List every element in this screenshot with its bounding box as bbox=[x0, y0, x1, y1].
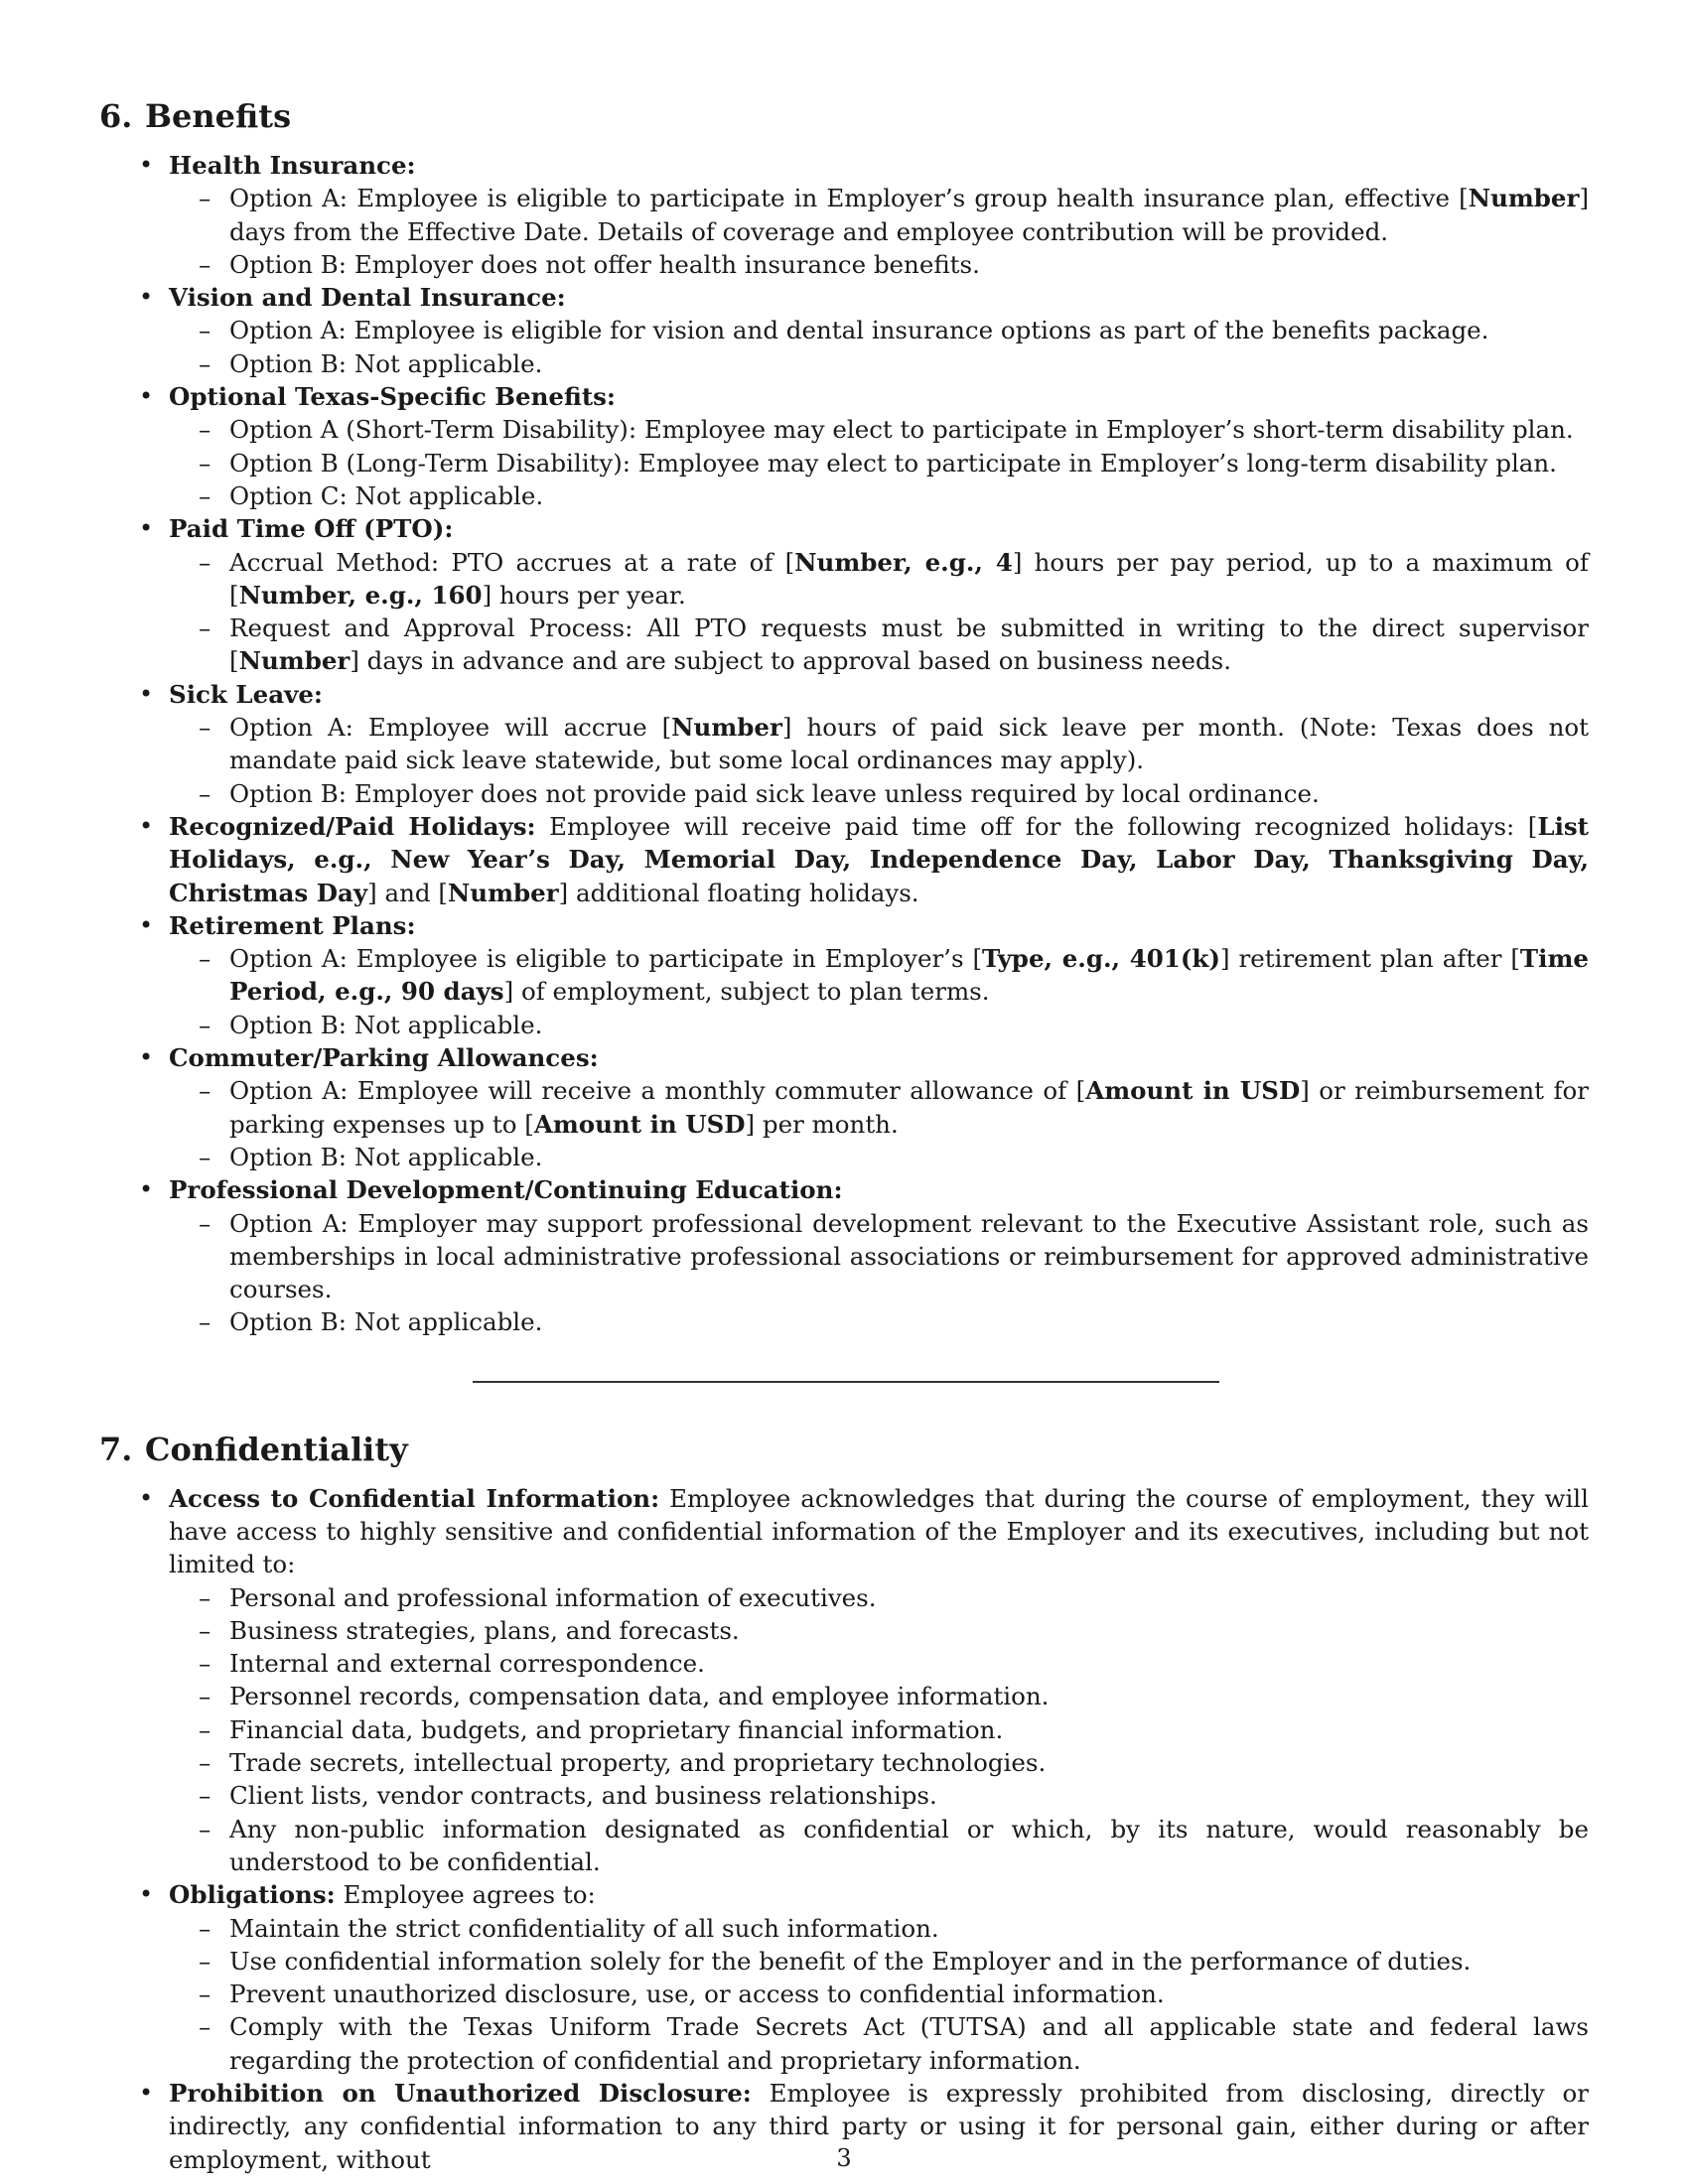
benefit-text: ] additional floating holidays. bbox=[558, 878, 919, 907]
list-item: – Maintain the strict confidentiality of all such information. bbox=[169, 1912, 1589, 1945]
option-item: – Option C: Not applicable. bbox=[169, 479, 1589, 512]
confidentiality-list bbox=[99, 1482, 1589, 2176]
benefit-label: Recognized/Paid Holidays: bbox=[169, 811, 536, 841]
benefit-label: Professional Development/Continuing Education: bbox=[169, 1175, 843, 1205]
placeholder-field: Number bbox=[238, 646, 351, 676]
option-text: ] per month. bbox=[745, 1109, 899, 1139]
placeholder-field: Type, e.g., 401(k) bbox=[982, 944, 1220, 974]
benefit-label: Optional Texas-Specific Benefits: bbox=[169, 382, 616, 412]
list-item: – Business strategies, plans, and forecasts. bbox=[169, 1614, 1589, 1647]
benefit-label: Paid Time Off (PTO): bbox=[169, 514, 454, 544]
page-number: 3 bbox=[836, 2144, 852, 2172]
option-list bbox=[169, 413, 1589, 512]
list-item: – Client lists, vendor contracts, and business relationships. bbox=[169, 1779, 1589, 1812]
option-list bbox=[169, 546, 1589, 678]
section-title: Benefits bbox=[145, 97, 292, 135]
benefit-pto bbox=[99, 512, 1589, 677]
option-text: Option A: Employee is eligible to participate in Employer’s group health insurance plan, effective [ bbox=[229, 184, 1469, 213]
option-item: – Option B: Employer does not provide paid sick leave unless required by local ordinance. bbox=[169, 777, 1589, 810]
list-item: – Personal and professional information of executives. bbox=[169, 1581, 1589, 1614]
option-text: ] hours per pay period, up to a maximum of [ bbox=[229, 547, 1589, 610]
benefits-list bbox=[99, 149, 1589, 1339]
option-text: Request and Approval Process: All PTO requests must be submitted in writing to the direct supervisor [ bbox=[229, 614, 1589, 676]
list-item: – Prevent unauthorized disclosure, use, or access to confidential information. bbox=[169, 1978, 1589, 2010]
option-text: Option A: Employee will receive a monthly commuter allowance of [ bbox=[229, 1076, 1086, 1106]
benefit-label: Sick Leave: bbox=[169, 679, 323, 709]
option-list bbox=[169, 182, 1589, 281]
list-item: – Comply with the Texas Uniform Trade Secrets Act (TUTSA) and all applicable state and federal laws regarding the protection of confidential and proprietary information. bbox=[169, 2010, 1589, 2077]
placeholder-field: Number bbox=[447, 878, 559, 907]
placeholder-field: Amount in USD bbox=[533, 1109, 746, 1139]
benefit-commuter bbox=[99, 1041, 1589, 1173]
clause-text: Employee acknowledges that during the course of employment, they will have access to highly sensitive and confidential information of the Employer and its executives, including but not limited to: bbox=[169, 1483, 1589, 1579]
option-item bbox=[169, 942, 1589, 1009]
option-text: Accrual Method: PTO accrues at a rate of [ bbox=[229, 547, 795, 577]
placeholder-field: Number, e.g., 4 bbox=[794, 547, 1013, 577]
list-item: – Any non-public information designated as confidential or which, by its nature, would reasonably be understood to be confidential. bbox=[169, 1813, 1589, 1879]
benefit-label: Commuter/Parking Allowances: bbox=[169, 1043, 599, 1073]
obligation-items bbox=[169, 1912, 1589, 2077]
section-divider bbox=[473, 1381, 1219, 1383]
option-text: Option A: Employee will accrue [ bbox=[229, 713, 672, 743]
option-item: – Option B (Long-Term Disability): Employee may elect to participate in Employer’s long-term disability plan. bbox=[169, 447, 1589, 479]
benefit-professional-development bbox=[99, 1173, 1589, 1338]
placeholder-field: List Holidays, e.g., New Year’s Day, Memorial Day, Independence Day, Labor Day, Thanksgiving Day, Christmas Day bbox=[169, 811, 1590, 907]
benefit-label: Health Insurance: bbox=[169, 151, 416, 180]
list-item: – Internal and external correspondence. bbox=[169, 1647, 1589, 1680]
placeholder-field: Number bbox=[1468, 184, 1580, 213]
clause-label: Prohibition on Unauthorized Disclosure: bbox=[169, 2079, 752, 2109]
option-list bbox=[169, 942, 1589, 1041]
option-item: – Option B: Not applicable. bbox=[169, 1009, 1589, 1041]
page-content bbox=[99, 95, 1589, 2176]
option-item: – Option A (Short-Term Disability): Employee may elect to participate in Employer’s short-term disability plan. bbox=[169, 413, 1589, 446]
option-item bbox=[169, 182, 1589, 248]
option-list bbox=[169, 314, 1589, 380]
option-item: – Option A: Employee is eligible for vision and dental insurance options as part of the benefits package. bbox=[169, 314, 1589, 346]
section-title: Confidentiality bbox=[145, 1430, 408, 1468]
option-item bbox=[169, 546, 1589, 613]
benefit-retirement bbox=[99, 909, 1589, 1041]
option-item: – Option A: Employer may support professional development relevant to the Executive Assistant role, such as memberships in local administrative professional associations or reimbursement for approved administrative courses. bbox=[169, 1207, 1589, 1306]
section-heading-benefits bbox=[99, 95, 1589, 137]
benefit-health-insurance bbox=[99, 149, 1589, 281]
clause-obligations bbox=[99, 1878, 1589, 2077]
clause-label: Access to Confidential Information: bbox=[169, 1483, 660, 1513]
placeholder-field: Number bbox=[671, 713, 782, 743]
option-text: ] hours per year. bbox=[482, 580, 686, 610]
benefit-label: Vision and Dental Insurance: bbox=[169, 283, 566, 313]
option-item bbox=[169, 711, 1589, 777]
clause-text: Employee agrees to: bbox=[335, 1880, 596, 1910]
option-item: – Option B: Employer does not offer health insurance benefits. bbox=[169, 248, 1589, 281]
option-item bbox=[169, 612, 1589, 678]
clause-access bbox=[99, 1482, 1589, 1879]
benefit-label: Retirement Plans: bbox=[169, 910, 416, 940]
list-item: – Financial data, budgets, and proprietary financial information. bbox=[169, 1713, 1589, 1746]
option-list bbox=[169, 711, 1589, 810]
option-text: ] days in advance and are subject to approval based on business needs. bbox=[350, 646, 1231, 676]
option-text: ] days from the Effective Date. Details of coverage and employee contribution will be provided. bbox=[229, 184, 1589, 246]
option-list bbox=[169, 1207, 1589, 1339]
list-item: – Trade secrets, intellectual property, and proprietary technologies. bbox=[169, 1746, 1589, 1779]
list-item: – Personnel records, compensation data, and employee information. bbox=[169, 1680, 1589, 1712]
clause-text: Employee is expressly prohibited from disclosing, directly or indirectly, any confidential information to any third party or using it for personal gain, either during or after employment, without bbox=[169, 2079, 1589, 2174]
option-text: ] retirement plan after [ bbox=[1220, 944, 1520, 974]
option-text: ] hours of paid sick leave per month. (Note: Texas does not mandate paid sick leave statewide, but some local ordinances may apply). bbox=[229, 713, 1590, 775]
placeholder-field: Number, e.g., 160 bbox=[238, 580, 483, 610]
benefit-sick-leave bbox=[99, 678, 1589, 810]
list-item: – Use confidential information solely for the benefit of the Employer and in the performance of duties. bbox=[169, 1945, 1589, 1978]
option-item: – Option B: Not applicable. bbox=[169, 1141, 1589, 1173]
access-items bbox=[169, 1581, 1589, 1879]
option-list bbox=[169, 1074, 1589, 1173]
section-number: 7. bbox=[99, 1430, 133, 1468]
placeholder-field: Amount in USD bbox=[1085, 1076, 1301, 1106]
option-item: – Option B: Not applicable. bbox=[169, 347, 1589, 380]
option-text: Option A: Employee is eligible to participate in Employer’s [ bbox=[229, 944, 983, 974]
clause-label: Obligations: bbox=[169, 1880, 336, 1910]
option-item: – Option B: Not applicable. bbox=[169, 1305, 1589, 1338]
benefit-text: Employee will receive paid time off for the following recognized holidays: [ bbox=[535, 811, 1538, 841]
placeholder-field: Time Period, e.g., 90 days bbox=[229, 944, 1589, 1007]
benefit-vision-dental bbox=[99, 281, 1589, 380]
section-heading-confidentiality bbox=[99, 1429, 1589, 1470]
option-text: ] of employment, subject to plan terms. bbox=[503, 977, 990, 1007]
option-text: ] or reimbursement for parking expenses up to [ bbox=[229, 1076, 1590, 1139]
option-item bbox=[169, 1074, 1589, 1141]
benefit-holidays bbox=[99, 810, 1589, 909]
benefit-text: ] and [ bbox=[367, 878, 448, 907]
section-number: 6. bbox=[99, 97, 133, 135]
benefit-texas-specific bbox=[99, 380, 1589, 512]
